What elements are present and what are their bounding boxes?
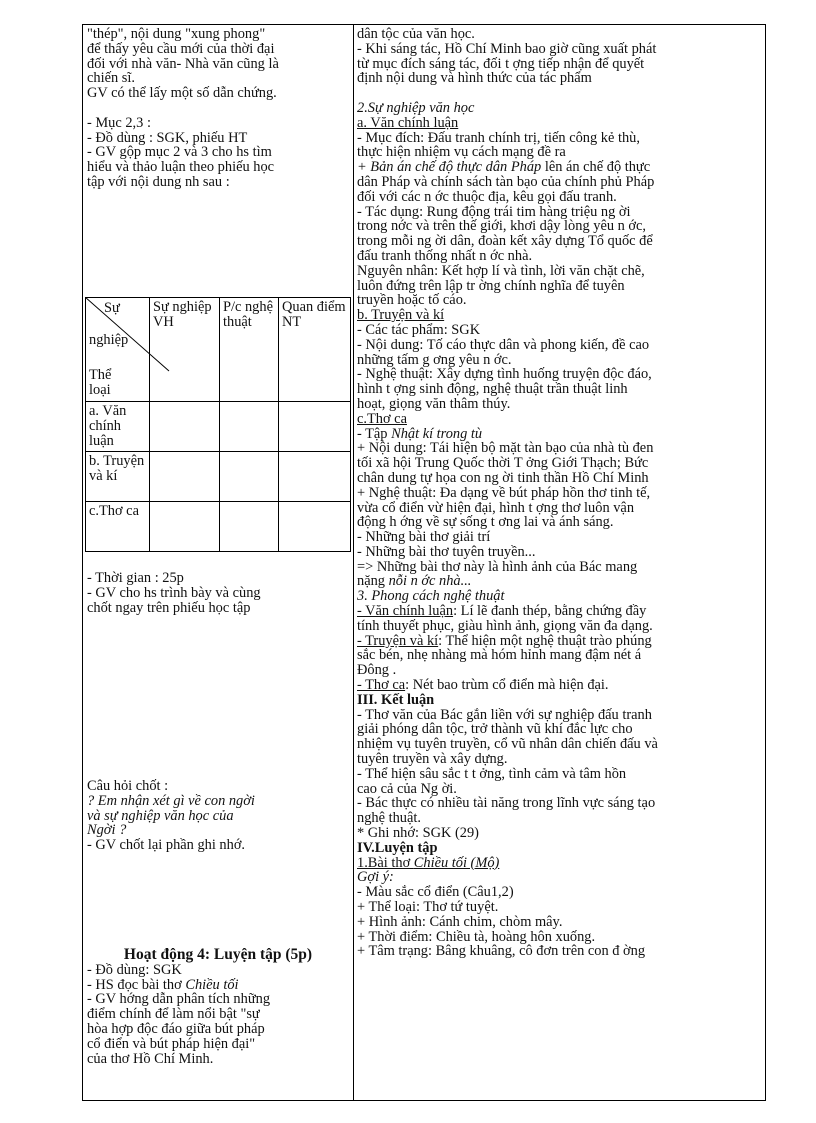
right-text-line: - Thể hiện sâu sắc t t ởng, tình cảm và tâm hồn bbox=[357, 766, 627, 782]
right-text-line: - Những bài thơ giải trí bbox=[357, 530, 491, 545]
right-text-line: nghệ thuật. bbox=[357, 811, 421, 827]
right-text-line: định nội dung và hình thức của tác phẩm bbox=[357, 71, 592, 87]
poem-title: Chiều tối (Mộ) bbox=[413, 855, 500, 871]
left-text-line: để thấy yêu cầu mới của thời đại bbox=[87, 41, 275, 57]
right-text-line: thực hiện nhiệm vụ cách mạng đề ra bbox=[357, 145, 566, 161]
right-text-line: tính thuyết phục, giàu hình ảnh, giọng văn đa dạng. bbox=[357, 618, 653, 634]
style-label: - Thơ ca bbox=[357, 678, 406, 693]
subsection-a-title: a. Văn chính luận bbox=[357, 115, 459, 131]
left-text-line: chiến sĩ. bbox=[87, 71, 135, 87]
right-text-line: + Nghệ thuật: Đa dạng về bút pháp hồn thơ tinh tế, bbox=[357, 485, 651, 501]
right-text-line: vừa cổ điển vừ hiện đại, hình t ợng thơ luôn vận bbox=[357, 500, 635, 516]
table-cell bbox=[279, 452, 351, 502]
right-text-line: - Những bài thơ tuyên truyền... bbox=[357, 544, 536, 560]
right-text-line bbox=[357, 574, 764, 589]
right-text-line: + Tâm trạng: Bâng khuâng, cô đơn trên con đ ờng bbox=[357, 944, 646, 960]
right-text-line: * Ghi nhớ: SGK (29) bbox=[357, 826, 479, 841]
right-text-line bbox=[357, 604, 764, 619]
table-row-label: c.Thơ ca bbox=[86, 502, 150, 552]
hint-label: Gợi ý: bbox=[357, 870, 394, 886]
collection-prefix: - Tập bbox=[357, 426, 392, 442]
right-text-line: động h ớng về sự sống t ơng lai và ánh sáng. bbox=[357, 515, 614, 531]
table-cell bbox=[220, 402, 279, 452]
right-text-line: sắc bén, nhẹ nhàng mà hóm hỉnh mang đậm nét á bbox=[357, 648, 642, 664]
right-text-line bbox=[357, 678, 764, 693]
right-text-line: hoạt, giọng văn thâm thúy. bbox=[357, 396, 511, 412]
right-text-line: dân Pháp và chính sách tàn bạo của chính phủ Pháp bbox=[357, 174, 655, 190]
right-text-line: truyền hoặc tố cáo. bbox=[357, 293, 467, 309]
right-text-line: Đông . bbox=[357, 663, 397, 679]
activity-line: - GV hớng dẫn phân tích những bbox=[87, 992, 271, 1008]
table-row-label: a. Văn chính luận bbox=[86, 402, 150, 452]
right-text-line: - Các tác phẩm: SGK bbox=[357, 322, 481, 338]
right-text-line bbox=[357, 160, 764, 175]
right-text-line: + Thể loại: Thơ tứ tuyệt. bbox=[357, 900, 499, 915]
hs-read-prefix: - HS đọc bài thơ bbox=[87, 977, 186, 993]
right-text-line: dân tộc của văn học. bbox=[357, 27, 475, 42]
left-text-line: GV có thể lấy một số dẫn chứng. bbox=[87, 86, 277, 101]
right-text-line: => Những bài thơ này là hình ảnh của Bác mang bbox=[357, 559, 638, 575]
table-cell bbox=[150, 402, 220, 452]
table-header-bottom: nghiệp bbox=[89, 332, 129, 348]
left-text-line bbox=[87, 101, 349, 116]
right-text-line: đối với các n ớc thuộc địa, kêu gọi đấu tranh. bbox=[357, 189, 617, 205]
right-text-line bbox=[357, 634, 764, 649]
right-text-line: nhiệm vụ tuyên truyền, cổ vũ nhân dân chiến đấu và bbox=[357, 737, 658, 753]
table-header-top: Sự bbox=[104, 300, 120, 316]
right-text-line: chân dung tự họa con ng ời tinh thần Hồ Chí Minh bbox=[357, 470, 649, 486]
table-diagonal-line bbox=[85, 297, 175, 377]
work-title-rest: lên án chế độ thực bbox=[541, 160, 651, 175]
hs-read-poem: Chiều tối bbox=[185, 977, 239, 993]
column-divider bbox=[353, 24, 354, 1101]
right-text-line: đấu tranh thống nhất n ớc nhà. bbox=[357, 248, 533, 264]
table-cell bbox=[220, 502, 279, 552]
section-2-title: 2.Sự nghiệp văn học bbox=[357, 100, 475, 116]
c-last-italic: nỗi n ớc nhà... bbox=[388, 574, 472, 590]
table-header-side: Thể loại bbox=[89, 367, 112, 398]
table-cell bbox=[150, 452, 220, 502]
table-cell bbox=[279, 502, 351, 552]
subsection-b-title: b. Truyện và kí bbox=[357, 308, 445, 323]
right-text-line: tối xã hội Trung Quốc thời T ởng Giới Thạch; Bức bbox=[357, 456, 649, 471]
style-text: : Thể hiện một nghệ thuật trào phúng bbox=[438, 633, 652, 649]
table-col-header: Quan điểm NT bbox=[279, 298, 351, 402]
style-text: : Lí lẽ đanh thép, bằng chứng đầy bbox=[453, 604, 647, 619]
activity-line: - Đồ dùng: SGK bbox=[87, 962, 182, 978]
activity-title: Hoạt động 4: Luyện tập (5p) bbox=[123, 948, 313, 963]
question-label: Câu hỏi chốt : bbox=[87, 779, 169, 794]
left-text-line: - Thời gian : 25p bbox=[87, 571, 184, 586]
table-col-header: Sự nghiệp VH bbox=[150, 298, 220, 402]
right-text-line: - Nghệ thuật: Xây dựng tình huống truyện độc đáo, bbox=[357, 367, 652, 383]
right-text-line: + Nội dung: Tái hiện bộ mặt tàn bạo của nhà tù đen bbox=[357, 441, 654, 457]
table-cell bbox=[279, 402, 351, 452]
left-text-line: tập với nội dung nh sau : bbox=[87, 174, 230, 190]
table-cell bbox=[150, 502, 220, 552]
table-col-header: P/c nghệ thuật bbox=[220, 298, 279, 402]
right-text-line: tuyên truyền và xây dựng. bbox=[357, 752, 508, 767]
right-text-line bbox=[357, 427, 764, 442]
left-text-line: hiểu và thảo luận theo phiếu học bbox=[87, 160, 275, 175]
left-text-line: đối với nhà văn- Nhà văn cũng là bbox=[87, 56, 279, 72]
right-text-line: Nguyên nhân: Kết hợp lí và tình, lời văn chặt chẽ, bbox=[357, 263, 645, 279]
right-text-line: cao cả của Ng ời. bbox=[357, 781, 457, 797]
table-row-label: b. Truyện và kí bbox=[86, 452, 150, 502]
left-question-block bbox=[87, 779, 349, 853]
section-iv-title: IV.Luyện tập bbox=[357, 840, 438, 856]
right-text-line: hình t ợng sinh động, nghệ thuật trần thuật linh bbox=[357, 382, 628, 397]
left-text-line: - Đồ dùng : SGK, phiếu HT bbox=[87, 130, 248, 146]
question-line: và sự nghiệp văn học của bbox=[87, 808, 234, 824]
left-text-line: chốt ngay trên phiếu học tập bbox=[87, 600, 251, 616]
poem-heading bbox=[357, 856, 764, 871]
right-text-line: - Màu sắc cổ điển (Câu1,2) bbox=[357, 885, 514, 901]
left-text-line: - GV cho hs trình bày và cùng bbox=[87, 585, 261, 601]
style-label: - Văn chính luận bbox=[357, 604, 454, 619]
right-text-line: trong mỗi ng ời dân, đoàn kết xây dựng Tổ quốc để bbox=[357, 234, 653, 249]
right-column bbox=[357, 27, 764, 959]
right-text-line: từ mục đích sáng tác, đối t ợng tiếp nhận để quyết bbox=[357, 56, 645, 72]
activity-line bbox=[87, 978, 349, 993]
blank-line bbox=[357, 86, 764, 101]
right-text-line: - Nội dung: Tố cáo thực dân và phong kiến, đề cao bbox=[357, 337, 650, 353]
right-text-line: + Thời điểm: Chiều tà, hoàng hôn xuống. bbox=[357, 929, 596, 945]
left-column bbox=[87, 27, 349, 190]
left-text-line: "thép", nội dung "xung phong" bbox=[87, 27, 266, 42]
right-text-line: những tấm g ơng yêu n ớc. bbox=[357, 352, 512, 368]
right-text-line: - Mục đích: Đấu tranh chính trị, tiến công kẻ thù, bbox=[357, 130, 640, 146]
right-text-line: - Bác thực có nhiều tài năng trong lĩnh vực sáng tạo bbox=[357, 796, 656, 812]
section-3-title: 3. Phong cách nghệ thuật bbox=[357, 589, 505, 605]
activity-line: của thơ Hồ Chí Minh. bbox=[87, 1051, 214, 1067]
activity-line: cổ điển và bút pháp hiện đại" bbox=[87, 1036, 256, 1052]
subsection-c-title: c.Thơ ca bbox=[357, 411, 407, 427]
right-text-line: trong nớc và trên thế giới, khơi dậy lòng yêu n ớc, bbox=[357, 219, 647, 235]
right-text-line: + Hình ảnh: Cánh chim, chòm mây. bbox=[357, 914, 563, 930]
left-activity-block bbox=[87, 948, 349, 1066]
style-label: - Truyện và kí bbox=[357, 633, 439, 649]
question-line: Ngời ? bbox=[87, 823, 127, 839]
right-text-line: - Khi sáng tác, Hồ Chí Minh bao giờ cũng xuất phát bbox=[357, 41, 657, 57]
left-text-line: - Mục 2,3 : bbox=[87, 115, 151, 131]
table-cell bbox=[220, 452, 279, 502]
work-title: + Bản án chế độ thực dân Pháp bbox=[357, 160, 542, 175]
poem-prefix: 1.Bài thơ bbox=[357, 855, 414, 871]
question-line: ? Em nhận xét gì về con ngời bbox=[87, 793, 255, 809]
collection-title: Nhật kí trong tù bbox=[391, 426, 483, 442]
right-text-line: luôn đứng trên lập tr ờng chính nghĩa để tuyên bbox=[357, 278, 625, 294]
section-iii-title: III. Kết luận bbox=[357, 692, 435, 708]
activity-line: điểm chính để làm nổi bật "sự bbox=[87, 1007, 260, 1022]
left-text-line: - GV gộp mục 2 và 3 cho hs tìm bbox=[87, 145, 272, 161]
right-text-line: - Thơ văn của Bác gắn liền với sự nghiệp đấu tranh bbox=[357, 707, 652, 723]
c-last-prefix: nặng bbox=[357, 574, 389, 590]
activity-line: hòa hợp độc đáo giữa bút pháp bbox=[87, 1021, 265, 1037]
question-tail: - GV chốt lại phần ghi nhớ. bbox=[87, 838, 246, 853]
right-text-line: - Tác dụng: Rung động trái tim hàng triệu ng ời bbox=[357, 204, 631, 220]
style-text: : Nét bao trùm cổ điển mà hiện đại. bbox=[405, 678, 609, 693]
right-text-line: giải phóng dân tộc, trở thành vũ khí đắc lực cho bbox=[357, 722, 633, 738]
left-middle-block bbox=[87, 571, 349, 615]
